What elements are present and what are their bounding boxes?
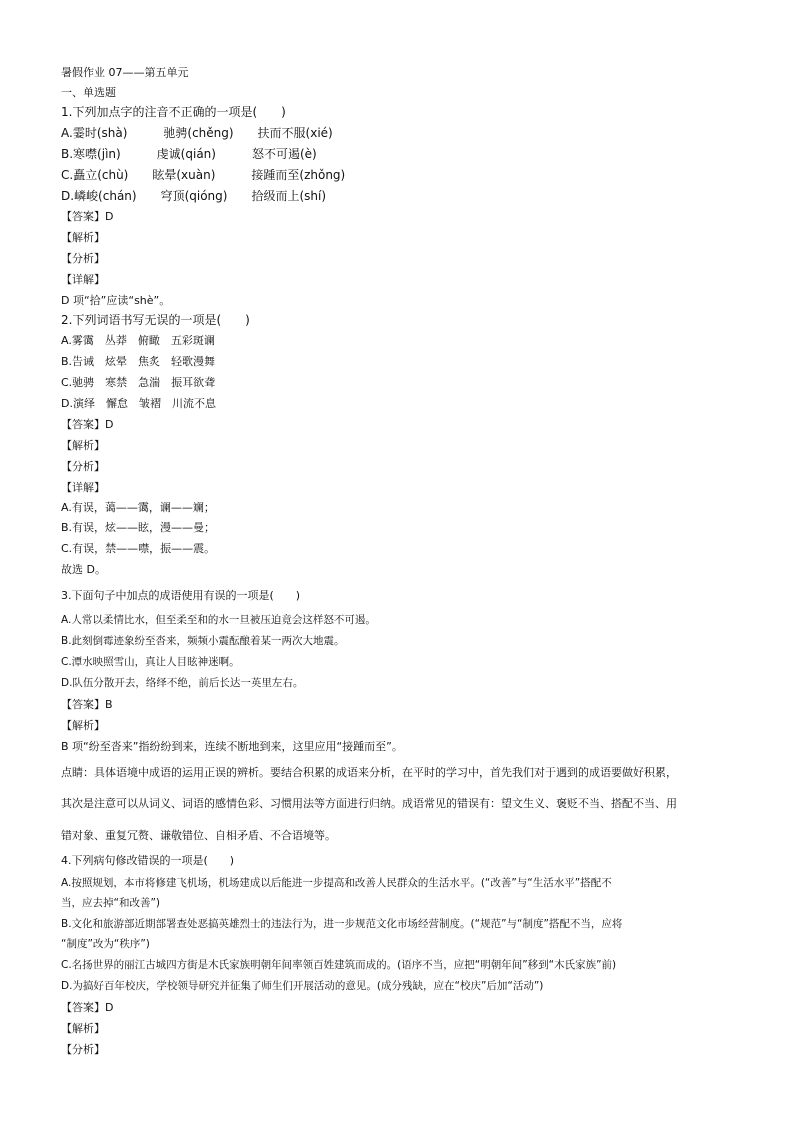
q2-explain-b: B.有误，炫——眩，漫——曼； [61, 521, 216, 534]
q1-answer: 【答案】D [61, 210, 114, 223]
q1-jiexi: 【解析】 [61, 231, 105, 244]
q1-stem: 1.下列加点字的注音不正确的一项是( ) [61, 105, 286, 119]
q2-option-b: B.告诫 炫晕 焦炙 轻歌漫舞 [61, 355, 216, 368]
q3-tip-line-3: 错对象、重复冗赘、谦敬错位、自相矛盾、不合语境等。 [61, 829, 336, 842]
q3-stem: 3.下面句子中加点的成语使用有误的一项是( ) [61, 589, 301, 602]
q4-option-d: D.为搞好百年校庆，学校领导研究并征集了师生们开展活动的意见。(成分残缺，应在“校庆”后加“活动”) [61, 980, 544, 992]
q3-tip-line-2: 其次是注意可以从词义、词语的感情色彩、习惯用法等方面进行归纳。成语常见的错误有：望文生义、褒贬不当、搭配不当、用 [61, 797, 677, 810]
q3-jiexi: 【解析】 [61, 719, 105, 732]
q2-explain-a: A.有误，蔼——霭，谰——斓； [61, 501, 215, 514]
doc-title: 暑假作业 07——第五单元 [61, 66, 189, 79]
q2-conclusion: 故选 D。 [61, 563, 106, 576]
q1-explanation: D 项“拾”应读“shè”。 [61, 294, 171, 307]
q3-answer: 【答案】B [61, 698, 113, 711]
q3-explanation: B 项“纷至沓来”指纷纷到来，连续不断地到来，这里应用“接踵而至”。 [61, 740, 403, 753]
q1-option-d: D.嶙峻(chán) 穹顶(qióng) 拾级而上(shí) [61, 189, 327, 203]
q3-option-a: A.人常以柔情比水，但至柔至和的水一旦被压迫竟会这样怒不可遏。 [61, 614, 376, 626]
q1-fenxi: 【分析】 [61, 252, 105, 265]
q2-option-c: C.驰骋 寒禁 急湍 振耳欲聋 [61, 376, 216, 389]
q2-jiexi: 【解析】 [61, 439, 105, 452]
q2-xiangjie: 【详解】 [61, 481, 105, 494]
q4-option-c: C.名扬世界的丽江古城四方街是木氏家族明朝年间率领百姓建筑而成的。(语序不当，应把“明朝年间”移到“木氏家族”前) [61, 959, 617, 971]
q4-stem: 4.下列病句修改错误的一项是( ) [61, 854, 235, 867]
q3-tip-line-1: 点睛：具体语境中成语的运用正误的辨析。要结合积累的成语来分析，在平时的学习中，首先我们对于遇到的成语要做好积累， [61, 766, 677, 779]
q3-option-d: D.队伍分散开去，络绎不绝，前后长达一英里左右。 [61, 677, 304, 689]
q4-fenxi: 【分析】 [61, 1043, 105, 1056]
q4-option-a-line-1: A.按照规划，本市将修建飞机场，机场建成以后能进一步提高和改善人民群众的生活水平。(“改善”与“生活水平”搭配不 [61, 877, 612, 889]
q4-option-b-line-1: B.文化和旅游部近期部署查处恶搞英雄烈士的违法行为，进一步规范文化市场经营制度。(“规范”与“制度”搭配不当，应将 [61, 918, 623, 930]
q1-xiangjie: 【详解】 [61, 273, 105, 286]
q2-stem: 2.下列词语书写无误的一项是( ) [61, 313, 250, 327]
q1-option-a: A.霎时(shà) 驰骋(chěng) 扶而不服(xié) [61, 126, 333, 140]
q4-option-a-line-2: 当，应去掉“和改善”) [61, 897, 160, 909]
q1-option-b: B.寒噤(jìn) 虔诚(qián) 怒不可遏(è) [61, 147, 317, 161]
q2-explain-c: C.有误，禁——噤，振——震。 [61, 542, 216, 555]
q4-answer: 【答案】D [61, 1001, 114, 1014]
q2-answer: 【答案】D [61, 418, 114, 431]
section-heading: 一、单选题 [61, 86, 116, 99]
q3-option-b: B.此刻倒霉迹象纷至沓来，频频小震酝酿着某一两次大地震。 [61, 635, 345, 647]
q2-option-a: A.雾霭 丛莽 俯瞰 五彩斑谰 [61, 334, 215, 347]
q4-option-b-line-2: “制度”改为“秩序”) [61, 938, 150, 950]
q4-jiexi: 【解析】 [61, 1022, 105, 1035]
q1-option-c: C.矗立(chù) 眩晕(xuàn) 接踵而至(zhǒng) [61, 168, 346, 182]
q2-fenxi: 【分析】 [61, 460, 105, 473]
q2-option-d: D.演绎 懈怠 皱褶 川流不息 [61, 397, 216, 410]
q3-option-c: C.潭水映照雪山，真让人目眩神迷啊。 [61, 656, 240, 668]
